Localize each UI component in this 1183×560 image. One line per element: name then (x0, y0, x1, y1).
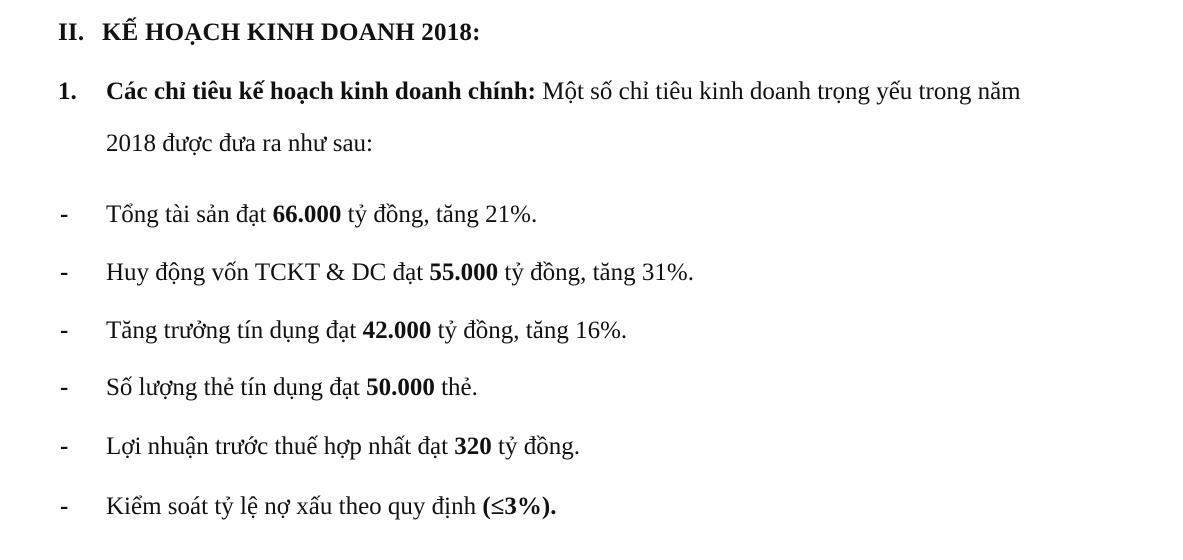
bullet-pre: Tăng trưởng tín dụng đạt (106, 317, 363, 344)
bullet-dash: - (60, 433, 69, 460)
item-1-line-1 (106, 77, 1021, 107)
section-number: II. (58, 19, 85, 46)
bullet-text (106, 373, 478, 403)
bullet-post: tỷ đồng, tăng 16%. (431, 317, 628, 344)
bullet-pre: Kiểm soát tỷ lệ nợ xấu theo quy định (106, 493, 483, 520)
section-heading (58, 18, 481, 48)
bullet-text (106, 432, 580, 462)
bullet-pre: Tổng tài sản đạt (106, 201, 273, 228)
bullet-post: tỷ đồng. (491, 433, 580, 460)
bullet-pre: Huy động vốn TCKT & DC đạt (106, 259, 430, 286)
item-1-bold-label: Các chỉ tiêu kế hoạch kinh doanh chính: (106, 78, 536, 105)
bullet-text (106, 258, 694, 288)
section-title: KẾ HOẠCH KINH DOANH 2018: (102, 19, 481, 46)
bullet-dash: - (60, 201, 69, 228)
bullet-value: 42.000 (362, 317, 432, 344)
bullet-post: tỷ đồng, tăng 21%. (341, 201, 538, 228)
item-1-text-1: Một số chỉ tiêu kinh doanh trọng yếu trong năm (535, 78, 1021, 105)
bullet-text (106, 492, 556, 522)
bullet-value: 55.000 (429, 259, 499, 286)
bullet-post: thẻ. (434, 374, 478, 401)
bullet-dash: - (60, 493, 69, 520)
bullet-pre: Số lượng thẻ tín dụng đạt (106, 374, 367, 401)
bullet-value: 50.000 (366, 374, 435, 401)
bullet-post: tỷ đồng, tăng 31%. (498, 259, 694, 286)
bullet-dash: - (60, 259, 69, 286)
bullet-pre: Lợi nhuận trước thuế hợp nhất đạt (106, 433, 455, 460)
bullet-dash: - (60, 317, 69, 344)
item-1-line-2: 2018 được đưa ra như sau: (106, 130, 374, 157)
bullet-text (106, 316, 627, 346)
bullet-value: (≤3%). (482, 493, 557, 520)
bullet-value: 66.000 (272, 201, 342, 228)
bullet-text (106, 200, 537, 230)
item-1-number: 1. (58, 78, 77, 105)
bullet-value: 320 (454, 433, 492, 460)
bullet-dash: - (60, 374, 69, 401)
